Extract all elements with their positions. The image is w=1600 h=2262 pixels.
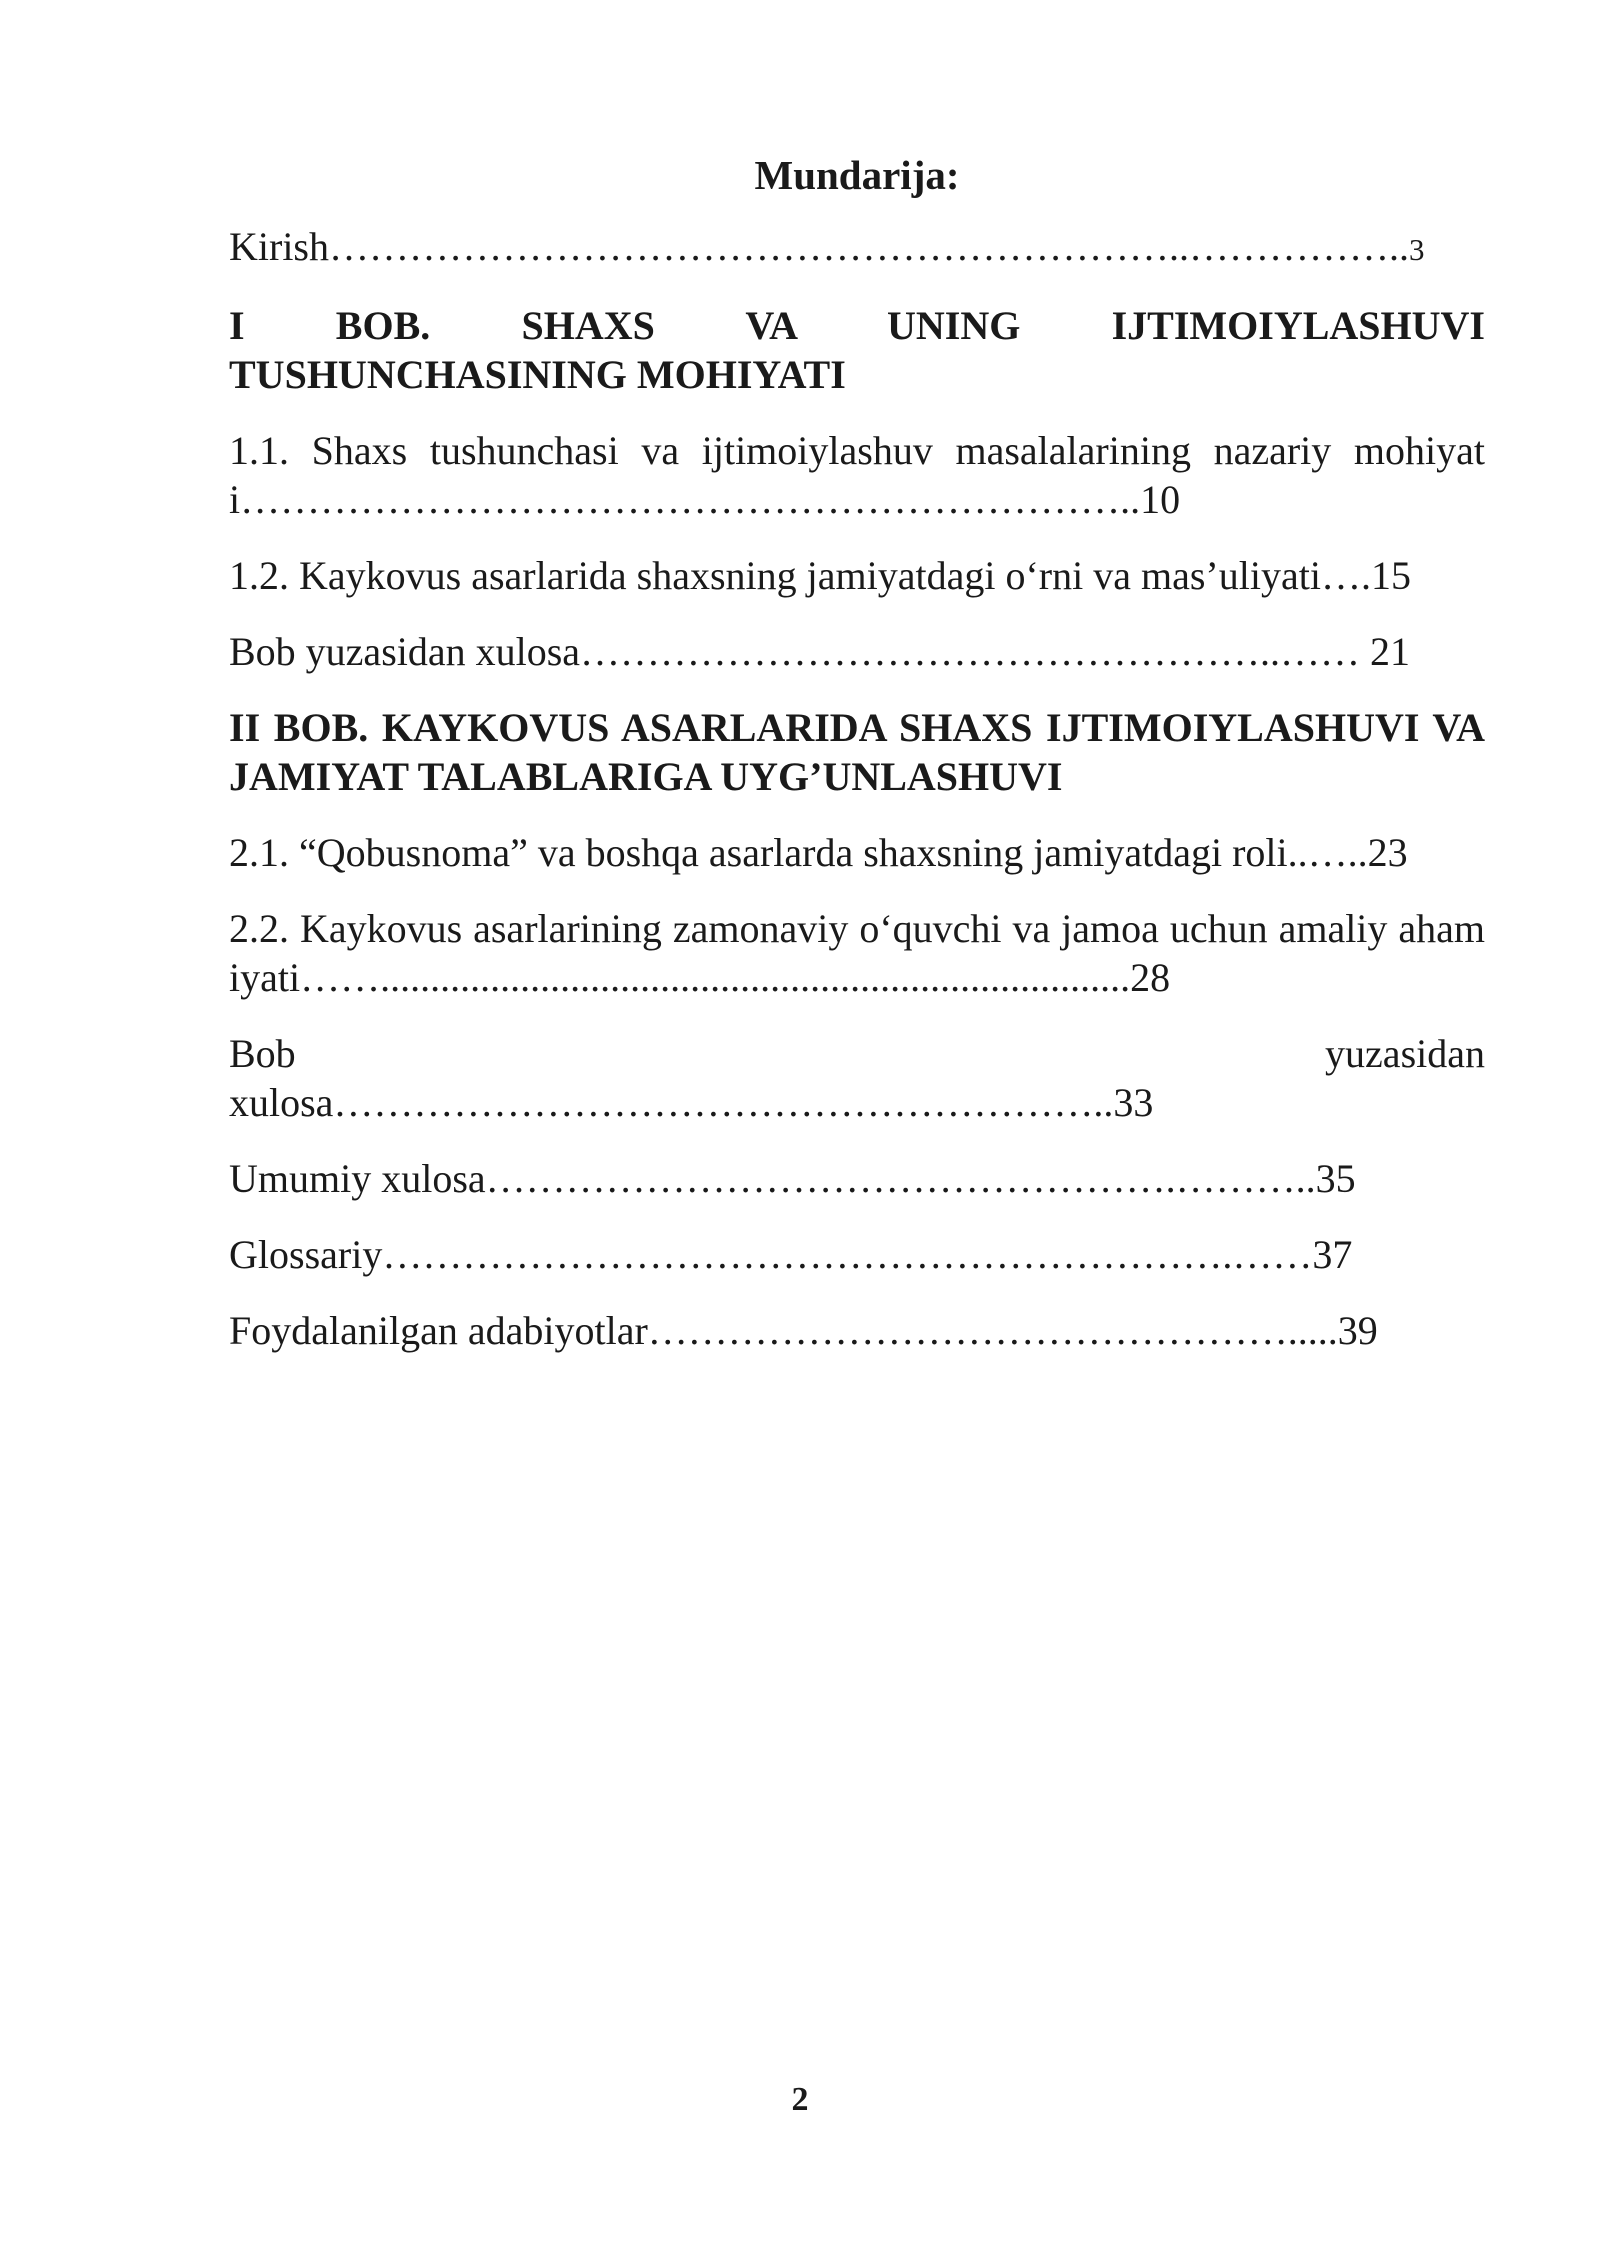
toc-entry-kirish [229, 222, 1485, 274]
toc-entry-1-2: 1.2. Kaykovus asarlarida shaxsning jamiyatdagi o‘rni va mas’uliyati….15 [229, 553, 1411, 598]
toc-chapter-2: II BOB. KAYKOVUS ASARLARIDA SHAXS IJTIMOIYLASHUVI VA JAMIYAT TALABLARIGA UYG’UNLASHUVI [229, 705, 1485, 799]
page-number: 2 [791, 2081, 809, 2118]
toc-entry-conclusion: Umumiy xulosa…………………………………………….………..35 [229, 1156, 1356, 1201]
toc-chapter-1: I BOB. SHAXS VA UNING IJTIMOIYLASHUVI TUSHUNCHASINING MOHIYATI [229, 303, 1485, 397]
toc-entry-2-1: 2.1. “Qobusnoma” va boshqa asarlarda shaxsning jamiyatdagi roli..…..23 [229, 830, 1408, 875]
toc-entry-references: Foydalanilgan adabiyotlar………………………………………….....39 [229, 1308, 1378, 1353]
toc-entry-text-second: xulosa…………………………………………………..33 [229, 1080, 1154, 1125]
toc-entry-summary-2 [229, 1029, 1485, 1127]
toc-entry-text-first: Bob yuzasidan [229, 1031, 1485, 1076]
toc-entry-text: Kirish………………………………………………………..…………….. [229, 224, 1409, 269]
toc-entry-page: 3 [1409, 232, 1425, 267]
toc-entry-summary-1: Bob yuzasidan xulosa……………………………………………..…… 21 [229, 629, 1411, 674]
toc-title: Mundarija: [754, 152, 960, 198]
toc-entry-2-2: 2.2. Kaykovus asarlarining zamonaviy o‘quvchi va jamoa uchun amaliy ahamiyati……...........................................................................28 [229, 906, 1485, 1000]
table-of-contents [229, 150, 1485, 1382]
toc-entry-1-1: 1.1. Shaxs tushunchasi va ijtimoiylashuv masalalarining nazariy mohiyati…………………………………………………………..10 [229, 428, 1485, 522]
toc-entry-glossary: Glossariy……………………………………………………….……37 [229, 1232, 1353, 1277]
